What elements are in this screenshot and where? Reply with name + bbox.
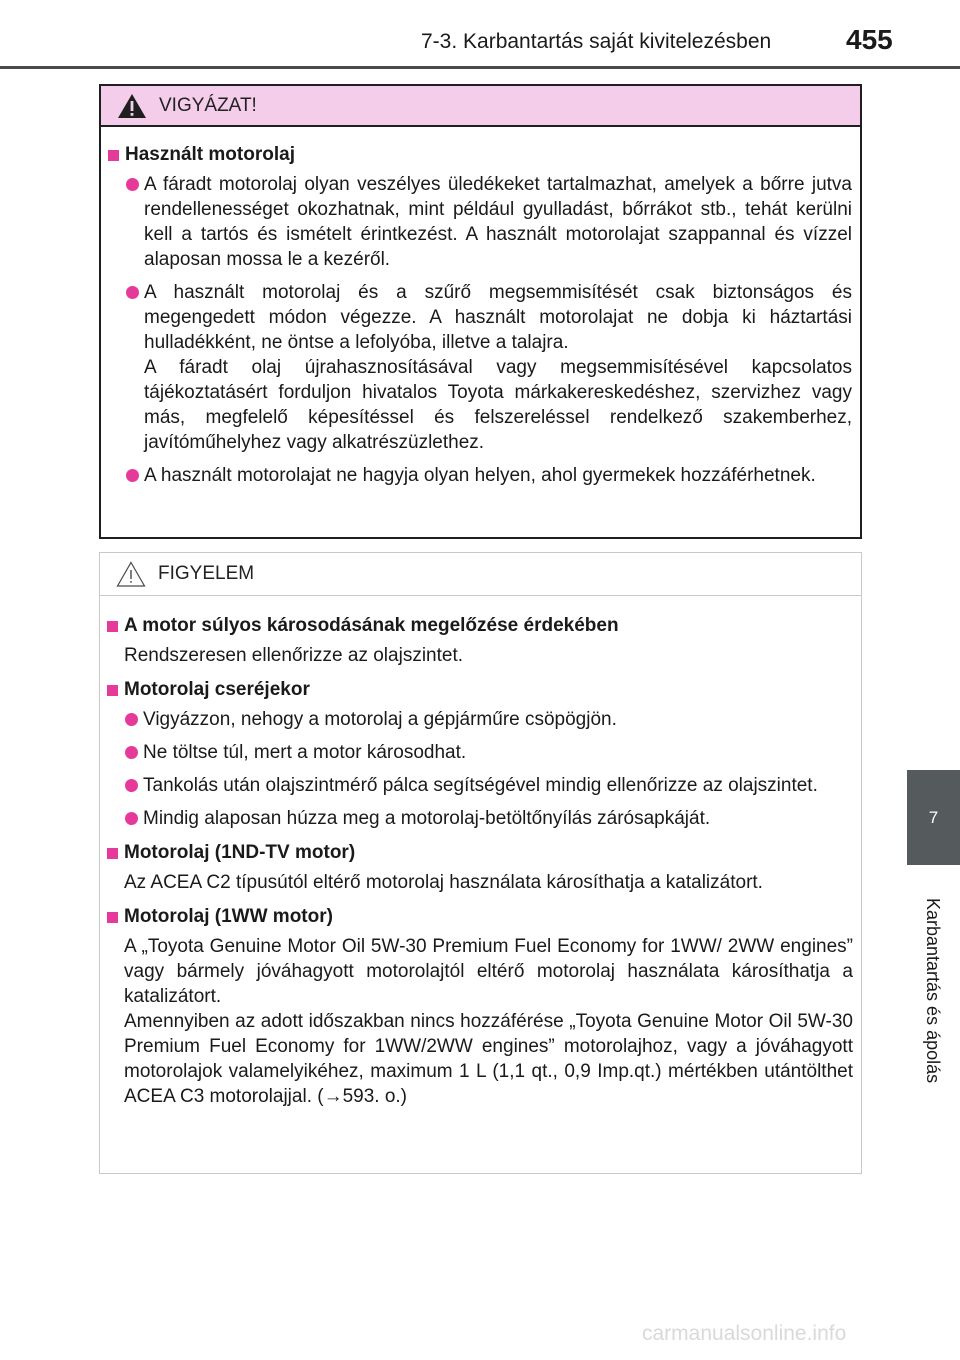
caution-outline-triangle-icon bbox=[116, 560, 146, 588]
bullet-item bbox=[107, 773, 853, 798]
warning-body bbox=[101, 127, 860, 488]
section-heading bbox=[107, 676, 853, 704]
section-heading-text: Motorolaj cseréjekor bbox=[124, 679, 310, 700]
section-heading-text: Motorolaj (1WW motor) bbox=[124, 906, 333, 927]
bullet-item bbox=[108, 172, 852, 272]
round-bullet-icon bbox=[125, 779, 138, 792]
round-bullet-icon bbox=[126, 469, 139, 482]
warning-triangle-icon bbox=[117, 92, 147, 120]
chapter-tab bbox=[907, 770, 960, 865]
round-bullet-icon bbox=[126, 178, 139, 191]
notice-box bbox=[99, 552, 862, 1174]
chapter-number: 7 bbox=[928, 807, 939, 827]
warning-box bbox=[99, 84, 862, 539]
bullet-text: Ne töltse túl, mert a motor károsodhat. bbox=[143, 742, 467, 763]
round-bullet-icon bbox=[125, 746, 138, 759]
section-heading bbox=[107, 612, 853, 640]
bullet-item bbox=[108, 280, 852, 455]
square-bullet-icon bbox=[108, 150, 119, 161]
square-bullet-icon bbox=[107, 685, 118, 696]
bullet-item bbox=[107, 806, 853, 831]
square-bullet-icon bbox=[107, 621, 118, 632]
notice-body bbox=[100, 596, 861, 1109]
header-rule bbox=[0, 66, 960, 69]
section-text: A „Toyota Genuine Motor Oil 5W-30 Premium Fuel Economy for 1WW/ 2WW engines” vagy bármely jóváhagyott motorolajtól eltérő motorolaj használata károsíthatja a katalizátort. Amennyiben az adott időszakban nincs hozzáférése „Toyota Genuine Motor Oil 5W-30 Premium Fuel Economy for 1WW/2WW engines” motorolajhoz, vagy a jóváhagyott motorolajok valamelyikéhez, maximum 1 L (1,1 qt., 0,9 Imp.qt.) mértékben utántölthet ACEA C3 motorolajjal. (→593. o.) bbox=[124, 936, 853, 1107]
chapter-title-vertical bbox=[906, 875, 959, 1107]
header-title: 7-3. Karbantartás saját kivitelezésben bbox=[421, 30, 772, 53]
square-bullet-icon bbox=[107, 912, 118, 923]
square-bullet-icon bbox=[107, 848, 118, 859]
notice-header bbox=[100, 553, 861, 596]
notice-title: FIGYELEM bbox=[158, 563, 255, 584]
section-heading-text: Használt motorolaj bbox=[125, 144, 295, 165]
section-heading bbox=[107, 839, 853, 867]
watermark: carmanualsonline.info bbox=[642, 1322, 847, 1345]
bullet-text: Tankolás után olajszintmérő pálca segítségével mindig ellenőrizze az olajszintet. bbox=[143, 775, 818, 796]
bullet-text: A használt motorolaj és a szűrő megsemmisítését csak biztonságos és megengedett módon végezze. A használt motorolajat ne dobja ki háztartási hulladékként, ne öntse a lefolyóba, illetve a talajra. A fáradt olaj újrahasznosításával vagy megsemmisítésével kapcsolatos tájékoztatásért forduljon hivatalos Toyota márkakereskedéshez, szervizhez vagy más, megfelelő képesítéssel és felszereléssel rendelkező szakemberhez, javítóműhelyhez vagy alkatrészüzlethez. bbox=[144, 282, 852, 453]
round-bullet-icon bbox=[125, 812, 138, 825]
bullet-item bbox=[107, 707, 853, 732]
section-heading bbox=[107, 903, 853, 931]
section-heading-text: A motor súlyos károsodásának megelőzése érdekében bbox=[124, 615, 619, 636]
warning-title: VIGYÁZAT! bbox=[159, 94, 257, 116]
section-heading bbox=[108, 141, 852, 169]
round-bullet-icon bbox=[125, 713, 138, 726]
bullet-item bbox=[108, 463, 852, 488]
round-bullet-icon bbox=[126, 286, 139, 299]
section-heading-text: Motorolaj (1ND-TV motor) bbox=[124, 842, 356, 863]
chapter-title: Karbantartás és ápolás bbox=[923, 898, 943, 1084]
bullet-text: A használt motorolajat ne hagyja olyan helyen, ahol gyermekek hozzáférhetnek. bbox=[144, 465, 816, 486]
bullet-text: Mindig alaposan húzza meg a motorolaj-betöltőnyílás zárósapkáját. bbox=[143, 808, 711, 829]
bullet-text: Vigyázzon, nehogy a motorolaj a gépjárműre csöpögjön. bbox=[143, 709, 617, 730]
page-number: 455 bbox=[846, 24, 893, 55]
section-text: Rendszeresen ellenőrizze az olajszintet. bbox=[124, 645, 464, 666]
warning-header bbox=[101, 86, 860, 127]
bullet-text: A fáradt motorolaj olyan veszélyes üledékeket tartalmazhat, amelyek a bőrre jutva rendellenességet okozhatnak, mint például gyulladást, bőrrákot stb., tehát kerülni kell a tartós és ismételt érintkezést. A használt motorolajat szappannal és vízzel alaposan mossa le a kezéről. bbox=[144, 174, 852, 270]
bullet-item bbox=[107, 740, 853, 765]
section-text: Az ACEA C2 típusútól eltérő motorolaj használata károsíthatja a katalizátort. bbox=[124, 872, 763, 893]
